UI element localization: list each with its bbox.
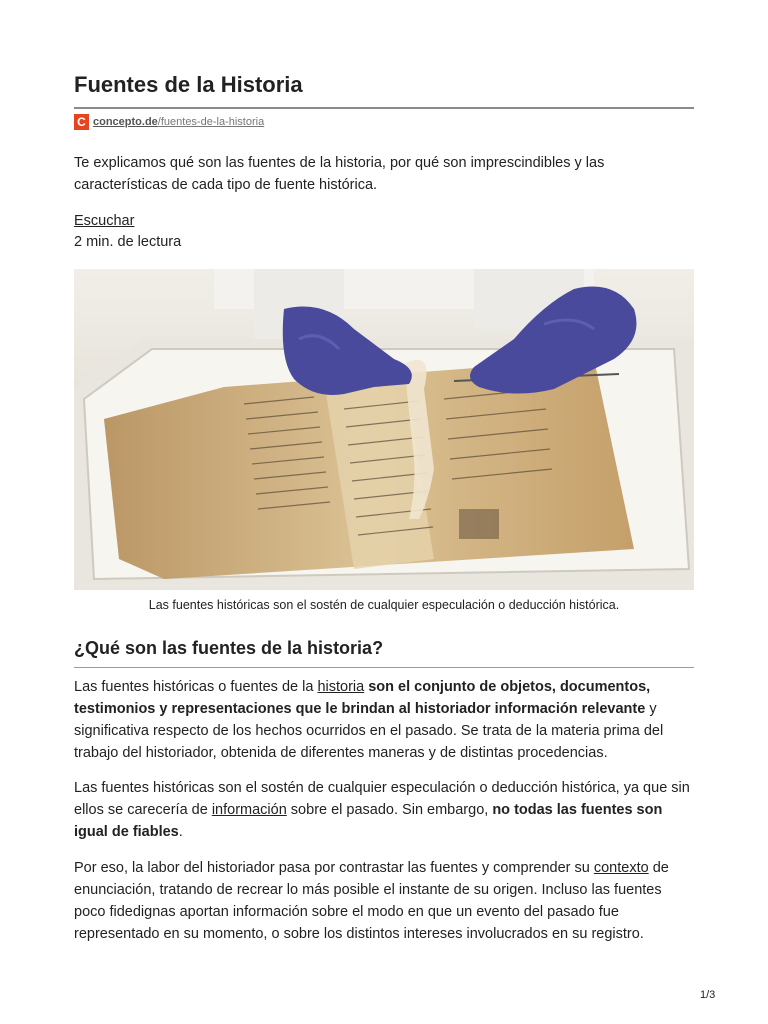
hero-illustration: [74, 269, 694, 590]
p2-bold: no todas las fuentes son igual de fiables: [74, 802, 663, 840]
contexto-link[interactable]: contexto: [593, 860, 649, 876]
p1-text-c: y significativa respecto de los hechos ocurridos en el pasado. Se trata de la materia prima del trabajo del historiador, obtenida de diferentes maneras y de distintas procedencias.: [74, 701, 664, 761]
p2-text-c: .: [178, 824, 183, 840]
p3-text-a: Por eso, la labor del historiador pasa por contrastar las fuentes y comprender su: [74, 860, 594, 876]
image-caption: Las fuentes históricas son el sostén de cualquier especulación o deducción histórica.: [148, 598, 620, 612]
paragraph-3: [74, 857, 694, 945]
p3-text-b: de enunciación, tratando de recrear lo más posible el instante de su origen. Incluso las fuentes poco fidedignas aportan información sobre el modo en que un evento del pasado fue representado en su momento, o sobre los distintos intereses involucrados en su registro.: [74, 860, 669, 942]
source-line: [74, 114, 264, 130]
page-title: Fuentes de la Historia: [74, 72, 303, 97]
informacion-link[interactable]: información: [211, 802, 287, 818]
lead-paragraph: Te explicamos qué son las fuentes de la historia, por qué son imprescindibles y las características de cada tipo de fuente histórica.: [74, 155, 605, 193]
hero-image: [74, 269, 694, 590]
p1-bold: son el conjunto de objetos, documentos, testimonios y representaciones que le brindan al historiador información relevante: [74, 679, 651, 717]
read-time: 2 min. de lectura: [74, 234, 182, 250]
listen-link[interactable]: Escuchar: [74, 213, 135, 229]
p2-text-b: sobre el pasado. Sin embargo,: [286, 802, 493, 818]
historia-link[interactable]: historia: [317, 679, 365, 695]
section-divider: [74, 667, 694, 668]
concepto-logo-icon: C: [74, 114, 89, 130]
paragraph-2: [74, 777, 694, 843]
title-divider: [74, 107, 694, 109]
page-number: 1/3: [700, 989, 716, 1001]
p2-text-a: Las fuentes históricas son el sostén de cualquier especulación o deducción histórica, ya que sin ellos se carecería de: [74, 780, 690, 818]
source-domain-link[interactable]: concepto.de: [93, 116, 158, 128]
source-path-link[interactable]: /fuentes-de-la-historia: [157, 116, 265, 128]
p1-text-a: Las fuentes históricas o fuentes de la: [74, 679, 318, 695]
paragraph-1: [74, 676, 694, 764]
section-heading: ¿Qué son las fuentes de la historia?: [74, 638, 384, 658]
